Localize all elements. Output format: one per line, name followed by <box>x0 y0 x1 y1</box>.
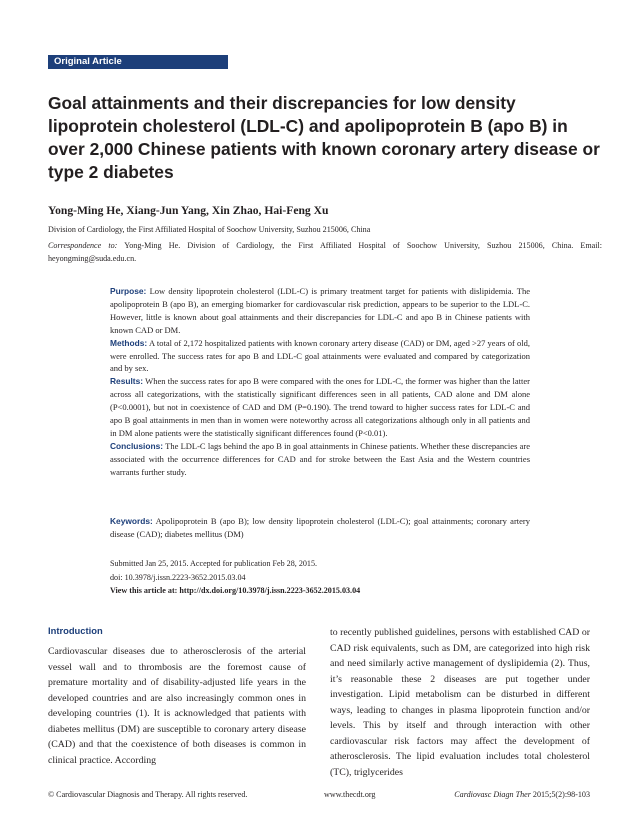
purpose-text: Low density lipoprotein cholesterol (LDL-C) is primary treatment target for patients with dislipidemia. The apolipoprotein B (apo B), an emerging biomarker for cardiovascular risk prediction, appears to be superior to the LDL-C. However, little is known about goal attainments and their discrepancies for LDL-C and apo B in Chinese patients with known CAD or DM. <box>110 286 530 335</box>
keywords <box>110 515 530 541</box>
article-type-label: Original Article <box>54 56 122 67</box>
author-list: Yong-Ming He, Xiang-Jun Yang, Xin Zhao, Hai-Feng Xu <box>48 204 329 217</box>
purpose-heading: Purpose: <box>110 286 147 296</box>
submission-dates: Submitted Jan 25, 2015. Accepted for publication Feb 28, 2015. <box>110 559 318 568</box>
citation-details: 2015;5(2):98-103 <box>530 790 590 799</box>
body-column-left <box>48 625 306 768</box>
results-text: When the success rates for apo B were compared with the ones for LDL-C, the former was higher than the latter across all categorizations, with the statistically significant differences seen in all patients, CAD alone and DM alone (P<0.0001), but not in coexistence of CAD and DM (P=0.190). The trend toward to higher success rates for LDL-C and apo B goal attainments in men than in women were noteworthy across all categorizations although only in all patients and in DM alone patients were the statistically significant differences found (P<0.01). <box>110 376 530 438</box>
abstract-results <box>110 375 530 440</box>
conclusions-heading: Conclusions: <box>110 440 164 451</box>
copyright-notice: © Cardiovascular Diagnosis and Therapy. All rights reserved. <box>48 790 248 799</box>
publication-info <box>110 557 530 598</box>
journal-website[interactable]: www.thecdt.org <box>324 790 376 799</box>
introduction-heading: Introduction <box>48 625 103 636</box>
abstract-purpose <box>110 285 530 337</box>
methods-heading: Methods: <box>110 337 148 348</box>
view-article-label: View this article at: <box>110 586 178 595</box>
abstract-methods <box>110 337 530 376</box>
correspondence-text: Yong-Ming He. Division of Cardiology, the First Affiliated Hospital of Soochow University, Suzhou 215006, China. Email: heyongming@suda.edu.cn. <box>48 241 602 263</box>
conclusions-text: The LDL-C lags behind the apo B in goal attainments in Chinese patients. Whether these discrepancies are associated with the occurrence differences for CAD and for stroke between the East Asia and the Western countries warrants further study. <box>110 440 530 477</box>
abstract <box>110 285 530 479</box>
view-article-line <box>110 584 530 598</box>
view-article-link[interactable]: http://dx.doi.org/10.3978/j.issn.2223-3652.2015.03.04 <box>177 586 361 595</box>
introduction-paragraph-right: to recently published guidelines, persons with established CAD or CAD risk equivalents, such as DM, are categorized into high risk and need similarly active management of dyslipidemia (2). Thus, it’s reasonable these 2 diseases are put together under investigation. Lipid metabolism can be disturbed in different ways, leading to changes in plasma lipoprotein function and/or levels. This by itself and through interaction with other cardiovascular risk factors may affect the development of atherosclerosis. The lipid evaluation includes total cholesterol (TC), triglycerides <box>330 627 590 778</box>
methods-text: A total of 2,172 hospitalized patients with known coronary artery disease (CAD) or DM, aged >27 years of old, were enrolled. The success rates for apo B and LDL-C goal attainments were evaluated and compared by categorization and by sex. <box>110 337 530 374</box>
keywords-heading: Keywords: <box>110 516 153 526</box>
doi: doi: 10.3978/j.issn.2223-3652.2015.03.04 <box>110 572 246 582</box>
correspondence <box>48 240 602 265</box>
journal-citation <box>454 790 590 800</box>
abstract-conclusions <box>110 440 530 479</box>
introduction-paragraph-left: Cardiovascular diseases due to atherosclerosis of the arterial vessel wall and to thrombosis are the foremost cause of premature mortality and of disability-adjusted life years in the developed countries and are also increasingly common ones in developing countries (1). It is acknowledged that patients with diabetes mellitus (DM) are susceptible to coronary artery disease (CAD) and that the coexistence of both diseases is common in clinical practice. According <box>48 646 306 766</box>
results-heading: Results: <box>110 376 144 387</box>
body-column-right <box>330 625 590 780</box>
affiliation: Division of Cardiology, the First Affiliated Hospital of Soochow University, Suzhou 215006, China <box>48 225 371 234</box>
correspondence-label: Correspondence to: <box>48 241 118 250</box>
article-type-banner <box>48 55 228 69</box>
journal-abbreviation: Cardiovasc Diagn Ther <box>454 790 531 799</box>
keywords-text: Apolipoprotein B (apo B); low density lipoprotein cholesterol (LDL-C); goal attainments; coronary artery disease (CAD); diabetes mellitus (DM) <box>110 516 530 539</box>
article-title: Goal attainments and their discrepancies for low density lipoprotein cholesterol (LDL-C) and apolipoprotein B (apo B) in over 2,000 Chinese patients with known coronary artery disease or type 2 diabetes <box>48 93 600 182</box>
